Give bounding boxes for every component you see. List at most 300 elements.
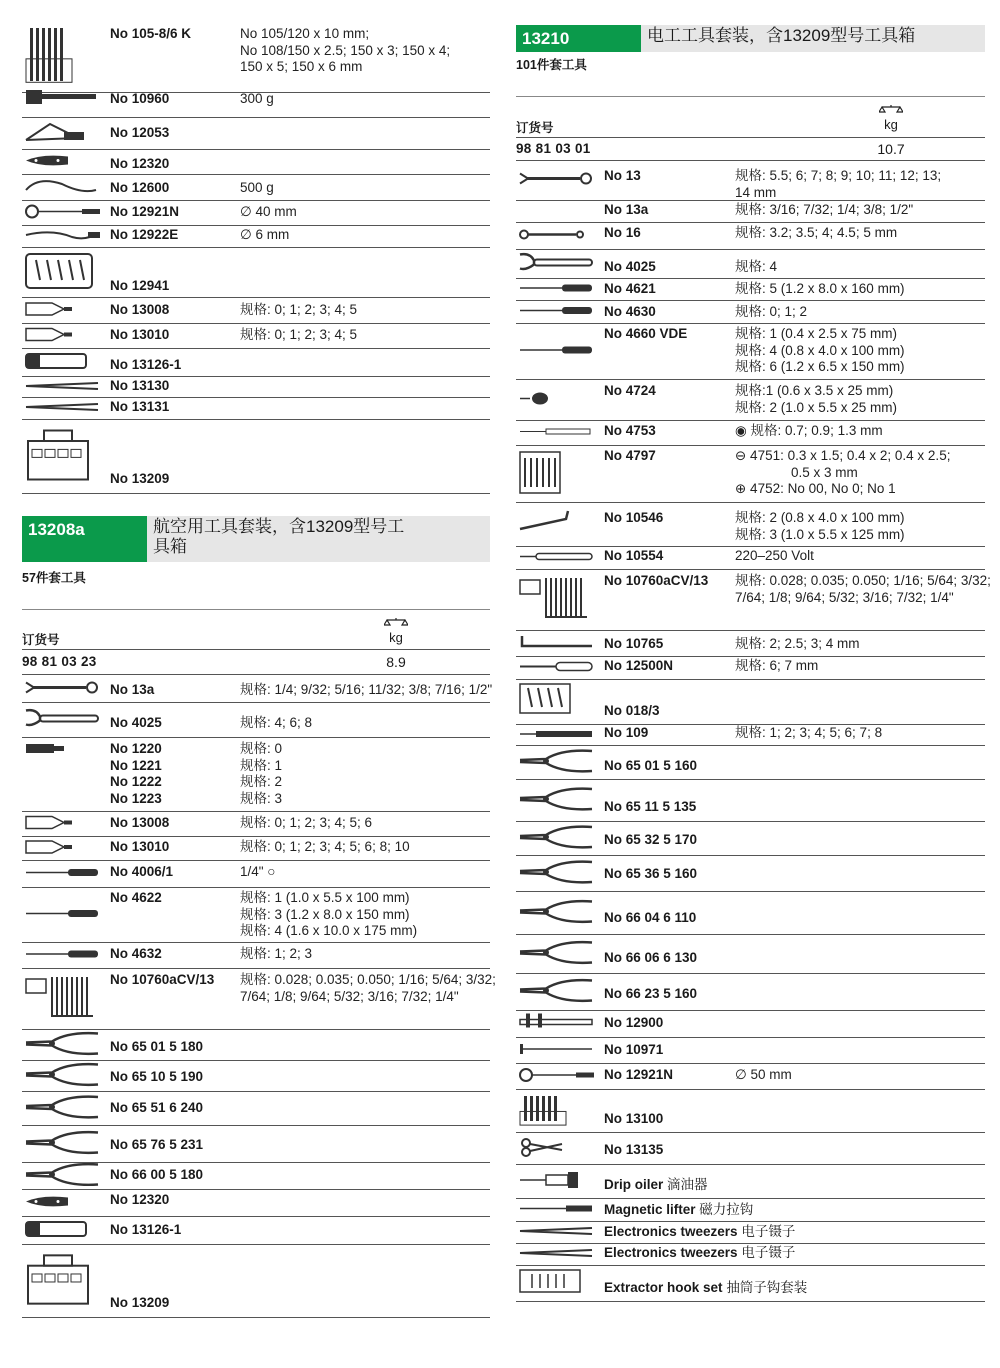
spec-line: 规格: 5 (1.2 x 8.0 x 160 mm) [735,281,905,296]
product-number [604,703,660,720]
screwdriver-set-icon [516,446,598,502]
product-number [110,357,181,374]
product-spec [735,326,905,376]
product-row-no-4621 [516,279,985,301]
spec-line: 规格: 2 (0.8 x 4.0 x 100 mm) [735,510,905,525]
product-number-text: No 4622 [110,890,162,905]
product-row-no-13130 [22,377,490,398]
kit-header-13210 [516,25,985,52]
product-row-no-4630 [516,301,985,324]
product-row-no-105-8-6-k [22,22,490,93]
product-row-no-13135 [516,1133,985,1165]
kit-title [153,517,404,557]
spec-line: 规格: 0; 1; 2; 3; 4; 5 [240,302,358,317]
spec-line: 规格: 6 (1.2 x 6.5 x 150 mm) [735,359,905,374]
spec-line: 规格: 3 (1.0 x 5.5 x 125 mm) [735,526,905,542]
product-spec [240,302,357,319]
weight-unit: kg [389,630,403,645]
product-row-no-13010 [22,324,490,349]
product-number-text: No 12053 [110,125,170,140]
product-number [110,1192,169,1209]
product-name-cn: 电子镊子 [741,1224,796,1239]
cutter-icon [516,935,598,973]
product-number [110,864,173,881]
product-number [604,1224,795,1241]
product-number [604,326,687,343]
stripper-icon [516,974,598,1010]
spec-line: 规格:1 (0.6 x 3.5 x 25 mm) [735,383,894,398]
product-number-text: No 10760aCV/13 [604,573,709,588]
bit-holder-icon [22,324,104,348]
product-spec [735,304,807,321]
offset-screwdriver-icon [516,503,598,546]
product-number [604,281,656,298]
product-number-text: Electronics tweezers [604,1245,738,1260]
product-row-no-10554 [516,547,985,570]
product-spec [240,204,297,221]
product-number-text: No 13008 [110,302,170,317]
product-number-text: No 13008 [110,815,170,830]
spec-line: ∅ 6 mm [240,227,290,242]
product-spec [240,682,492,699]
order-number: 98 81 03 23 [22,654,97,669]
product-number [604,910,696,927]
divider [516,96,985,97]
tweezers-icon [22,398,104,419]
product-number [110,91,169,108]
product-number [110,1137,203,1154]
product-number-text: No 4797 [604,448,656,463]
product-number [604,1111,663,1128]
knife-icon [22,150,104,174]
spec-line: 规格: 0.028; 0.035; 0.050; 1/16; 5/64; 3/32; [240,972,496,987]
product-number-text: No 13126-1 [110,1222,182,1237]
screwdriver-icon [516,301,598,323]
kit-code: 13210 [516,25,641,52]
bit-holder-icon [22,298,104,323]
spec-line: 规格: 2 (1.0 x 5.5 x 25 mm) [735,399,898,415]
product-number [604,1067,673,1084]
product-number [604,510,663,527]
product-number-text: No 65 01 5 180 [110,1039,204,1054]
product-number-text: No 4632 [110,946,162,961]
product-spec [735,225,897,242]
tool-pouch-icon [516,680,598,724]
adjustable-wrench-icon [516,250,598,278]
product-row-no-65-76-5-231 [22,1126,490,1163]
product-number [110,1295,169,1312]
kit-subtitle: 101件套工具 [516,58,587,72]
pliers-icon [22,1030,104,1060]
product-number [604,573,708,590]
product-spec [735,202,913,219]
product-number-text: No 4753 [604,423,656,438]
product-spec [735,725,882,742]
spec-line: No 108/150 x 2.5; 150 x 3; 150 x 4; [240,42,451,58]
bit-holder-icon [22,812,104,836]
spec-line: No 105/120 x 10 mm; [240,26,370,41]
product-number-text: No 13a [110,682,155,697]
slip-joint-pliers-icon [22,1126,104,1162]
product-spec [735,658,818,675]
bent-nose-pliers-icon [516,822,598,855]
spec-line: 规格: 0; 1; 2; 3; 4; 5; 6 [240,815,373,830]
product-number-text: No 10546 [604,510,664,525]
product-row-no-12922e [22,226,490,248]
product-row-no-66-23-5-160 [516,974,985,1011]
product-number-text: No 4630 [604,304,656,319]
flashlight-icon [22,1217,104,1244]
product-row-no-10971 [516,1038,985,1064]
mirror-icon [22,201,104,225]
divider [22,674,490,675]
tweezers-icon [516,1222,598,1243]
tweezers-icon [516,1244,598,1265]
product-number [604,448,656,465]
product-spec [735,636,860,653]
product-number [110,1167,203,1184]
product-spec [735,448,950,498]
product-row-no-4753 [516,421,985,446]
kit-title-line: 具箱 [153,537,187,556]
product-number [604,1142,663,1159]
product-spec [240,864,275,881]
spec-line: ◉ 规格: 0.7; 0.9; 1.3 mm [735,423,883,438]
spec-line: 规格: 0; 1; 2; 3; 4; 5 [240,327,358,342]
product-spec [240,741,282,807]
product-number [110,471,169,488]
product-row-no-4025 [22,703,490,738]
spec-line: 规格: 2 [240,774,283,789]
product-row-no-12941 [22,248,490,298]
product-number [604,832,697,849]
spec-line: 规格: 0; 1; 2; 3; 4; 5; 6; 8; 10 [240,839,410,854]
combination-wrench-icon [516,160,598,200]
product-number [110,278,169,295]
flex-pickup-icon [22,226,104,247]
product-row-no-12320 [22,150,490,175]
voltage-tester-icon [516,547,598,569]
product-row-no-10765 [516,631,985,657]
product-number-line: No 1221 [110,757,162,773]
product-number [110,26,191,43]
product-number-text: No 13209 [110,1295,170,1310]
spec-line: 规格: 3.2; 3.5; 4; 4.5; 5 mm [735,225,898,240]
product-number-text: No 12900 [604,1015,664,1030]
product-row-no-4006-1 [22,861,490,888]
product-number-text: No 16 [604,225,641,240]
product-number-text: No 66 23 5 160 [604,986,698,1001]
magnetic-lifter-icon [516,1199,598,1221]
kit-header-13208a [22,516,490,562]
bit-icon [22,738,104,811]
product-row-no-66-04-6-110 [516,892,985,935]
spec-line: 规格: 1/4; 9/32; 5/16; 11/32; 3/8; 7/16; 1/2" [240,682,493,697]
product-number [604,1042,663,1059]
product-number-line: No 1223 [110,790,162,806]
product-number-text: No 13126-1 [110,357,182,372]
product-number-text: No 13131 [110,399,170,414]
wrench-icon [516,223,598,249]
product-number-text: No 13010 [110,327,170,342]
product-row-no-10760acv-13 [516,570,991,631]
file-set-icon [516,1090,598,1132]
product-number [604,799,696,816]
product-row-no-13008 [22,812,490,837]
product-number [604,1280,807,1297]
kit-code: 13208a [22,516,147,562]
product-number [604,1245,795,1262]
product-number [110,741,162,807]
divider [22,649,490,650]
product-number-text: No 10765 [604,636,664,651]
spec-line: 规格: 3 [240,790,283,806]
weight-unit: kg [884,117,898,132]
hammer-icon [22,86,104,117]
product-spec [240,890,417,940]
product-row-no-10546 [516,503,985,547]
spec-line: 0.5 x 3 mm [791,464,858,480]
product-spec [735,510,905,543]
spec-line: 规格: 0 [240,741,283,756]
order-number-label: 订货号 [22,633,60,647]
spec-line: ⊕ 4752: No 00, No 0; No 1 [735,481,896,496]
product-number-line: No 1220 [110,741,162,756]
product-row-no-13131 [22,398,490,420]
product-number [110,682,154,699]
product-row-no-12053 [22,118,490,150]
product-spec [240,180,274,197]
spec-line: 1/4" ○ [240,864,276,879]
product-number-text: No 13209 [110,471,170,486]
product-number-text: No 66 00 5 180 [110,1167,204,1182]
product-number [604,636,663,653]
product-number [110,1222,181,1239]
product-number-text: No 65 10 5 190 [110,1069,204,1084]
product-number-text: No 12922E [110,227,179,242]
spec-line: 规格: 4 (1.6 x 10.0 x 175 mm) [240,923,418,938]
product-number [604,1177,708,1194]
product-number [110,180,169,197]
product-spec [240,91,274,108]
product-number-text: No 10960 [110,91,170,106]
hex-key-set-icon [516,570,598,630]
screwdriver-icon [22,861,104,887]
product-number-text: No 10554 [604,548,664,563]
product-number-text: Drip oiler [604,1177,664,1192]
product-number-text: No 66 04 6 110 [604,910,697,925]
bit-holder-icon [22,837,104,860]
spec-line: 规格: 0.028; 0.035; 0.050; 1/16; 5/64; 3/32; [735,573,991,588]
tool-roll-icon [22,248,104,297]
product-number-text: No 12941 [110,278,170,293]
screwdriver-icon [516,324,598,379]
product-number-text: No 12320 [110,156,170,171]
order-number-label: 订货号 [516,121,554,135]
flex-magnet-icon [22,175,104,200]
product-spec [735,281,905,298]
product-spec [735,573,991,606]
spec-line: 150 x 5; 150 x 6 mm [240,59,363,74]
product-number [110,399,169,416]
product-row-no-4622 [22,888,490,943]
product-number [110,1069,203,1086]
kit-title: 电工工具套装，含13209型号工具箱 [647,26,916,45]
spec-line: 7/64; 1/8; 9/64; 5/32; 3/16; 7/32; 1/4" [735,589,954,605]
product-number [110,125,169,142]
product-number [604,758,697,775]
product-number [604,658,673,675]
product-row-no-13008 [22,298,490,324]
product-row-no-65-11-5-135 [516,780,985,822]
kit-weight: 8.9 [386,654,406,670]
product-number-text: No 105-8/6 K [110,26,192,41]
product-row-no-12921n [22,201,490,226]
long-nose-pliers-icon [516,780,598,821]
product-number-text: No 4660 VDE [604,326,688,341]
product-row-no-13126-1 [22,349,490,377]
product-number-text: No 4025 [604,259,656,274]
product-spec [240,815,372,832]
product-number-text: No 65 36 5 160 [604,866,698,881]
product-number [110,327,169,344]
product-spec [240,715,312,732]
product-row-drip-oiler [516,1165,985,1199]
product-number [110,890,162,907]
spec-line: ∅ 40 mm [240,204,297,219]
product-number-text: No 65 01 5 160 [604,758,698,773]
spec-line: 规格: 6; 7 mm [735,658,819,673]
product-number [604,1202,753,1219]
toolbox-icon [22,420,104,493]
product-spec [735,423,883,440]
product-number [604,725,648,742]
product-number [604,548,663,565]
hex-key-icon [516,631,598,656]
product-number [110,156,169,173]
hex-key-set-icon [22,969,104,1029]
product-row-no-12500n [516,657,985,680]
long-nose-pliers-icon [22,1061,104,1091]
product-number [110,972,214,989]
product-number-text: No 13130 [110,378,170,393]
screwdriver-icon [22,888,104,942]
product-row-no-65-51-6-240 [22,1092,490,1126]
product-row-no-4025 [516,250,985,279]
product-number [604,866,697,883]
product-spec [735,1067,792,1084]
mirror-icon [516,1064,598,1089]
product-row-no-4632 [22,943,490,969]
spec-line: 14 mm [735,184,777,200]
product-number-text: No 13a [604,202,649,217]
product-number [110,946,162,963]
product-row-no-10760acv-13 [22,969,496,1030]
scriber-icon [516,1038,598,1063]
product-row-no-65-10-5-190 [22,1061,490,1092]
product-number [604,225,641,242]
product-row-no-12900 [516,1011,985,1038]
knife-icon [22,1190,104,1216]
spec-line: 规格: 0; 1; 2 [735,304,808,319]
product-spec [240,26,450,76]
product-number [604,202,648,219]
product-number-text: No 13 [604,168,641,183]
product-number-text: No 65 11 5 135 [604,799,697,814]
product-number-text: No 4724 [604,383,656,398]
product-spec [240,946,312,963]
product-row-no-13a [516,201,985,223]
product-row-electronics-tweezers [516,1222,985,1244]
hacksaw-icon [22,118,104,149]
flashlight-icon [22,349,104,376]
product-number-text: No 4621 [604,281,656,296]
product-row-no-13a [22,676,493,703]
spec-line: 规格: 1 (1.0 x 5.5 x 100 mm) [240,890,410,905]
divider [516,137,985,138]
product-number-text: No 10971 [604,1042,664,1057]
product-spec [735,168,941,201]
product-row-no-65-36-5-160 [516,856,985,892]
product-number [604,168,641,185]
product-number [110,1100,203,1117]
product-spec [735,548,814,565]
product-name-cn: 电子镊子 [741,1245,796,1260]
caliper-icon [516,1011,598,1037]
adjustable-wrench-icon [22,703,104,737]
product-number [110,227,178,244]
product-row-no-12600 [22,175,490,201]
product-number-text: No 4006/1 [110,864,174,879]
product-number-text: No 13100 [604,1111,664,1126]
screwdriver-icon [22,943,104,968]
stubby-screwdriver-icon [516,380,598,420]
combination-wrench-icon [22,676,104,702]
product-row-no-13209 [22,1245,490,1318]
spec-line: 规格: 1 (0.4 x 2.5 x 75 mm) [735,326,898,341]
product-row-no-4724 [516,380,985,421]
divider [22,609,490,610]
product-spec [240,839,410,856]
order-number: 98 81 03 01 [516,141,591,156]
product-row-no-13 [516,160,985,201]
product-row-no-10960 [22,86,490,118]
toolbox-icon [22,1245,104,1317]
product-number [604,1015,663,1032]
product-row-no-13010 [22,837,490,861]
product-spec [240,327,357,344]
product-number [110,1039,203,1056]
kit-title-line: 航空用工具套装，含13209型号工 [153,517,405,536]
scissors-icon [516,1133,598,1164]
product-number-text: No 65 32 5 170 [604,832,698,847]
product-row-no-13209 [22,420,490,494]
product-number [604,423,656,440]
spec-line: 300 g [240,91,274,106]
file-set-icon [22,22,104,92]
product-row-no-018-3 [516,680,985,725]
product-row-no-66-00-5-180 [22,1163,490,1190]
product-number [604,986,697,1003]
product-row-no-65-01-5-160 [516,746,985,780]
product-row-no-65-32-5-170 [516,822,985,856]
product-row-no-65-01-5-180 [22,1030,490,1061]
water-pump-pliers-icon [22,1092,104,1125]
product-row-no-12320 [22,1190,490,1217]
product-number-text: Electronics tweezers [604,1224,738,1239]
product-spec [240,227,289,244]
product-number-text: No 65 76 5 231 [110,1137,204,1152]
